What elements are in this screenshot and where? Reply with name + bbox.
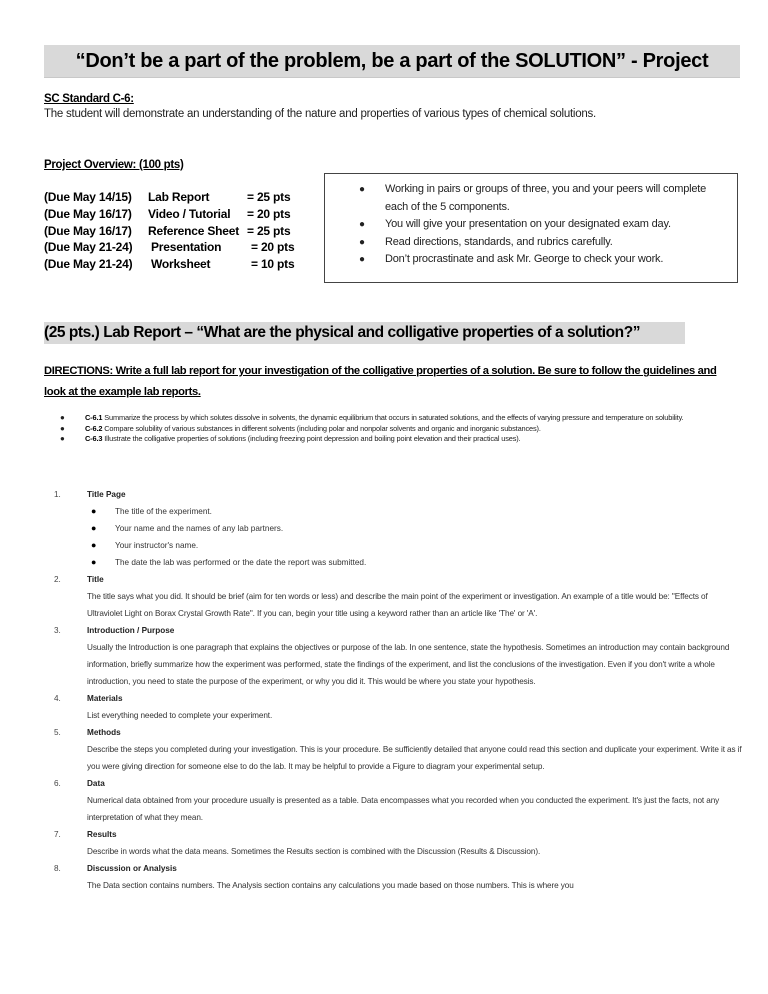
schedule-row [44, 189, 314, 206]
section-heading: Title Page [87, 490, 126, 499]
standards-list [60, 413, 735, 445]
section-body: Numerical data obtained from your procedure usually is presented as a table. Data encompasses what you recorded when you conducted the experiment. It's just the facts, not any interpretation of what they mean. [87, 796, 720, 822]
section-heading: Methods [87, 728, 121, 737]
component-name: Presentation [151, 240, 222, 255]
section-methods [54, 724, 744, 775]
notes-box [324, 173, 738, 283]
component-points: = 25 pts [247, 223, 291, 238]
bullet-icon: ● [60, 423, 65, 433]
list-item-text: The title of the experiment. [115, 507, 212, 516]
component-name: Lab Report [148, 190, 210, 204]
list-item [87, 537, 744, 554]
section-number: 8. [54, 864, 61, 873]
section-number: 6. [54, 779, 61, 788]
title-page-list [87, 503, 744, 571]
section-number: 5. [54, 728, 61, 737]
note-item [359, 234, 729, 252]
bullet-icon: ● [60, 413, 65, 422]
note-text: You will give your presentation on your designated exam day. [385, 218, 671, 230]
section-materials [54, 690, 744, 724]
list-item-text: The date the lab was performed or the date the report was submitted. [115, 558, 367, 567]
standard-text: The student will demonstrate an understanding of the nature and properties of various types of chemical solutions. [44, 108, 596, 120]
section-heading: Data [87, 779, 105, 788]
section-number: 4. [54, 694, 61, 703]
standard-desc: Illustrate the colligative properties of solutions (including freezing point depression and boiling point elevation and their practical uses). [102, 434, 521, 443]
list-item [87, 554, 744, 571]
standard-code: C-6.1 [85, 413, 103, 422]
section-body: Describe the steps you completed during your investigation. This is your procedure. Be sufficiently detailed that anyone could read this section and duplicate your experiment. Write it as if you were giving direction for someone else to do the lab. It may be helpful to provide a Figure to diagram your experimental setup. [87, 745, 742, 771]
section-body: The title says what you did. It should be brief (aim for ten words or less) and describe the main point of the experiment or investigation. An example of a title would be: "Effects of Ultraviolet Light on Borax Crystal Growth Rate". If you can, begin your title using a keyword rather than an article like 'The' or 'A'. [87, 592, 708, 618]
section-heading: Title [87, 575, 104, 584]
due-date: (Due May 16/17) [44, 206, 132, 221]
bullet-icon: ● [359, 236, 365, 248]
bullet-icon: ● [91, 523, 97, 533]
section-heading: Materials [87, 694, 123, 703]
schedule-row [44, 223, 314, 240]
standard-item [60, 413, 735, 424]
component-name: Reference Sheet [148, 223, 240, 238]
component-points: = 20 pts [247, 206, 291, 221]
section-discussion [54, 860, 744, 894]
due-date: (Due May 14/15) [44, 190, 132, 204]
bullet-icon: ● [91, 506, 97, 516]
list-item [87, 520, 744, 537]
section-heading: Results [87, 830, 117, 839]
bullet-icon: ● [359, 219, 365, 230]
bullet-icon: ● [359, 184, 365, 195]
standard-heading: SC Standard C-6: [44, 93, 134, 105]
bullet-icon: ● [359, 254, 365, 265]
schedule-row [44, 206, 314, 223]
lab-report-heading: (25 pts.) Lab Report – “What are the physical and colligative properties of a solution?” [44, 322, 685, 344]
section-number: 2. [54, 575, 61, 584]
section-results [54, 826, 744, 860]
section-heading: Discussion or Analysis [87, 864, 177, 873]
section-body: Usually the Introduction is one paragraph that explains the objectives or purpose of the lab. In one sentence, state the hypothesis. Sometimes an introduction may contain background information, briefly summarize how the experiment was performed, state the findings of the experiment, and list the conclusions of the investigation. Even if you don't write a whole introduction, you need to state the purpose of the experiment, or why you did it. This would be where you state your hypothesis. [87, 643, 730, 686]
lab-directions: DIRECTIONS: Write a full lab report for your investigation of the colligative properties of a solution. Be sure to follow the guidelines and look at the example lab reports. [44, 365, 717, 398]
note-text: Don’t procrastinate and ask Mr. George to check your work. [385, 253, 664, 265]
schedule-row [44, 239, 314, 256]
lab-report-sections [54, 486, 744, 894]
section-title-page [54, 486, 744, 571]
schedule-row [44, 256, 314, 273]
overview-schedule [44, 189, 314, 273]
section-body: List everything needed to complete your experiment. [87, 711, 273, 720]
section-body: Describe in words what the data means. Sometimes the Results section is combined with the Discussion (Results & Discussion). [87, 847, 541, 856]
component-points: = 20 pts [251, 240, 295, 255]
section-heading: Introduction / Purpose [87, 626, 175, 635]
component-name: Video / Tutorial [148, 206, 231, 221]
due-date: (Due May 16/17) [44, 223, 132, 238]
bullet-icon: ● [60, 434, 65, 443]
due-date: (Due May 21-24) [44, 240, 133, 255]
list-item [87, 503, 744, 520]
component-points: = 10 pts [251, 257, 295, 272]
standard-code: C-6.2 [85, 423, 103, 433]
note-item [359, 251, 729, 269]
section-number: 1. [54, 490, 61, 499]
standard-item [60, 424, 735, 435]
list-item-text: Your name and the names of any lab partners. [115, 524, 284, 533]
due-date: (Due May 21-24) [44, 257, 133, 272]
note-item [359, 181, 729, 216]
standard-desc: Compare solubility of various substances in different solvents (including polar and nonpolar solvents and organic and inorganic substances). [102, 423, 541, 433]
note-item [359, 216, 729, 234]
standard-desc: Summarize the process by which solutes dissolve in solvents, the dynamic equilibrium that occurs in saturated solutions, and the effects of varying pressure and temperature on solubility. [102, 413, 684, 422]
component-points: = 25 pts [247, 190, 291, 204]
note-text: Working in pairs or groups of three, you and your peers will complete each of the 5 components. [385, 183, 707, 213]
section-title [54, 571, 744, 622]
section-body: The Data section contains numbers. The Analysis section contains any calculations you made based on those numbers. This is where you [87, 881, 574, 890]
list-item-text: Your instructor's name. [115, 541, 199, 550]
section-number: 3. [54, 626, 61, 635]
section-number: 7. [54, 830, 61, 839]
project-title: “Don’t be a part of the problem, be a part of the SOLUTION” - Project [44, 45, 740, 78]
overview-heading: Project Overview: (100 pts) [44, 159, 184, 171]
standard-item [60, 434, 735, 445]
component-name: Worksheet [151, 257, 211, 272]
notes-list [359, 181, 729, 269]
note-text: Read directions, standards, and rubrics carefully. [385, 235, 613, 248]
section-introduction [54, 622, 744, 690]
section-data [54, 775, 744, 826]
bullet-icon: ● [91, 540, 97, 550]
bullet-icon: ● [91, 557, 97, 567]
standard-code: C-6.3 [85, 434, 103, 443]
